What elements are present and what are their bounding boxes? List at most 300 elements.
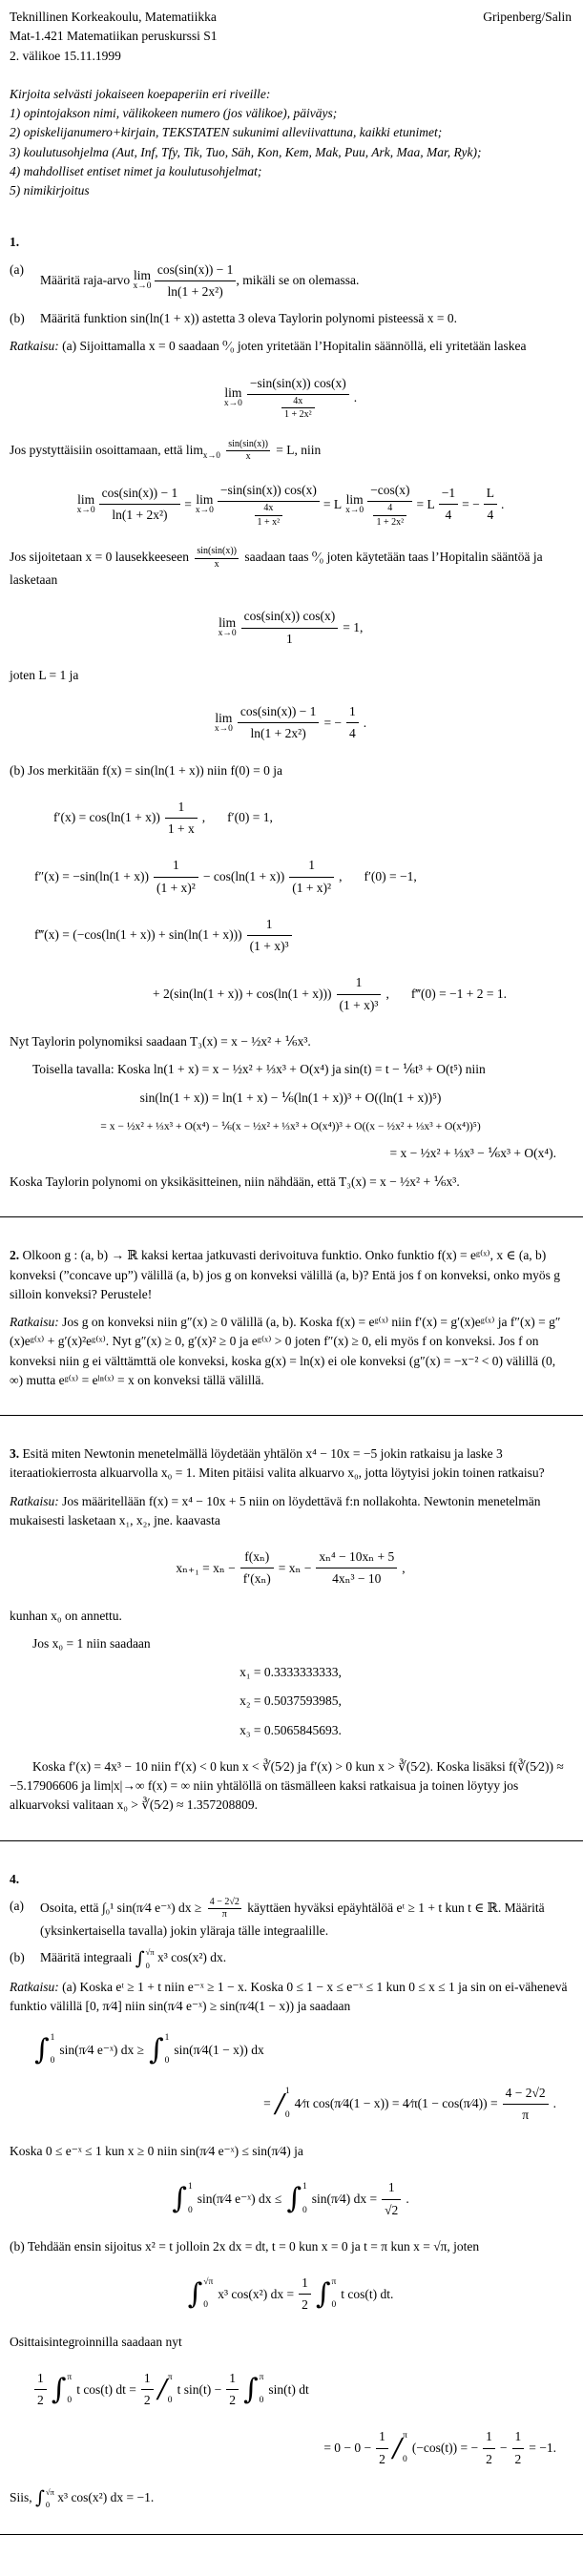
text: = −1.: [529, 2441, 556, 2456]
fraction: [155, 260, 237, 302]
integral-operator: [243, 2374, 263, 2406]
numerator: xₙ⁴ − 10xₙ + 5: [316, 1548, 397, 1568]
problem-1a-statement: [40, 260, 572, 302]
solution-4-conclusion: [10, 2488, 572, 2509]
fraction: [376, 2427, 388, 2469]
fraction: [165, 798, 198, 840]
fraction: [367, 481, 412, 529]
text: x³ cos(x²) dx.: [156, 1950, 227, 1965]
numerator: 4: [373, 503, 406, 516]
upper-limit: π: [67, 2372, 73, 2382]
solution-label: Ratkaisu:: [10, 1980, 59, 1995]
solution-3-paragraph: kunhan x₀ on annettu.: [10, 1608, 122, 1623]
integral-limits: [164, 2034, 170, 2067]
numerator: 1: [382, 2178, 401, 2199]
instruction-item: 1) opintojakson nimi, välikokeen numero (jos välikoe), päiväys;: [10, 106, 338, 120]
section-divider: [0, 1415, 583, 1416]
lower-limit: 0: [145, 1960, 150, 1970]
slash-icon: /: [157, 2375, 167, 2405]
denominator: 4xₙ³ − 10: [332, 1571, 382, 1587]
equation-taylor-line3: = x − ½x² + ⅓x³ − ⅙x³ + O(x⁴).: [389, 1145, 556, 1160]
integral-icon: ∫: [286, 2182, 302, 2216]
section-divider: [0, 2534, 583, 2535]
equation-derivative-3-cont: [10, 973, 572, 1015]
upper-limit: π: [331, 2276, 337, 2287]
text: .: [500, 496, 505, 511]
instruction-item: 2) opiskelijanumero+kirjain, TEKSTATEN sukunimi alleviivattuna, kaikki etunimet;: [10, 125, 443, 140]
text: + 2(sin(ln(1 + x)) + cos(ln(1 + x))): [153, 986, 332, 1001]
evaluation-bar: [158, 2374, 173, 2406]
text: 4⁄π cos(π⁄4(1 − x)) = 4⁄π(1 − cos(π⁄4)) =: [294, 2096, 498, 2111]
denominator: x: [245, 451, 251, 463]
equation-derivative-2: [10, 856, 572, 898]
equation-derivative-1: [10, 798, 572, 840]
numerator: −sin(sin(x)) cos(x): [247, 374, 349, 395]
solution-label: Ratkaisu:: [10, 1493, 59, 1508]
denominator: 1 + 2x²: [283, 409, 312, 421]
fraction: [141, 2369, 154, 2411]
text: sin(π⁄4 e⁻ˣ) dx ≥: [59, 2042, 145, 2057]
text: = 1,: [343, 619, 364, 634]
fraction: [439, 484, 458, 526]
fraction: [238, 702, 320, 744]
numerator: L: [484, 484, 497, 505]
numerator: cos(sin(x)) cos(x): [241, 607, 339, 628]
equation-integral-bound-line2: [10, 2084, 572, 2126]
text: − cos(ln(1 + x)): [202, 868, 285, 883]
lim-subscript: x→0: [218, 629, 237, 639]
numerator: 1: [154, 856, 198, 877]
inline-fraction: [226, 439, 270, 464]
problem-4-number: 4.: [10, 1871, 20, 1886]
limit-operator: [133, 269, 151, 292]
denominator: 1 + x²: [257, 516, 281, 528]
denominator: 1: [286, 631, 293, 646]
equals: = L: [323, 496, 343, 511]
denominator: (1 + x)²: [156, 880, 196, 895]
lim-symbol: lim: [224, 384, 242, 400]
fraction: [247, 915, 292, 957]
integral-limits: [50, 2034, 55, 2067]
text: f″(x) = −sin(ln(1 + x)): [34, 868, 149, 883]
text: Jos pystyttäisiin osoittamaan, että lim: [10, 442, 203, 457]
equals: = −: [462, 496, 480, 511]
upper-limit: 1: [302, 2182, 307, 2192]
fraction: [512, 2427, 525, 2469]
solution-label: Ratkaisu:: [10, 1315, 59, 1330]
item-label: (b): [10, 1950, 25, 1965]
integral-icon: ∫: [187, 2276, 203, 2311]
equation-lhopital-step: [10, 374, 572, 422]
integral-limits: [66, 2374, 72, 2406]
integral-icon: ∫: [149, 2032, 164, 2067]
text: = L, niin: [276, 442, 322, 457]
text: Määritä integraali: [40, 1950, 133, 1965]
institution: Teknillinen Korkeakoulu, Matematiikka: [10, 10, 217, 24]
equals: =: [184, 496, 192, 511]
document-header: [10, 8, 572, 27]
equation-final-limit: [10, 702, 572, 744]
problem-1b-statement: Määritä funktion sin(ln(1 + x)) astetta 3 oleva Taylorin polynomi pisteessä x = 0.: [40, 311, 457, 325]
item-label: (b): [10, 311, 25, 325]
integral-limits: [259, 2374, 264, 2406]
solution-2: [10, 1313, 572, 1390]
text: sin(π⁄4(1 − x)) dx: [174, 2042, 264, 2057]
section-divider: [0, 1840, 583, 1841]
text: t sin(t) −: [177, 2381, 222, 2397]
slash-icon: /: [392, 2433, 403, 2463]
numerator: cos(sin(x)) − 1: [155, 260, 237, 281]
fraction: [483, 2427, 495, 2469]
denominator: [367, 502, 412, 529]
problem-2: [10, 1246, 572, 1390]
problem-4a: [10, 1897, 572, 1941]
fraction: [316, 1548, 397, 1589]
denominator: 1 + 2x²: [376, 516, 405, 528]
text: t cos(t) dt =: [76, 2381, 136, 2397]
numerator: 1: [226, 2369, 239, 2390]
numerator: 1: [165, 798, 198, 819]
problem-4a-statement: [40, 1897, 572, 1941]
solution-3-conclusion: Koska f′(x) = 4x³ − 10 niin f′(x) < 0 kun x < ∛(5⁄2) ja f′(x) > 0 kun x > ∛(5⁄2). Koska lisäksi f(∛(5⁄2)) ≈ −5.17906606 ja lim|x|→∞ f(x) = ∞ niin yhtälöllä on täsmälleen kaksi ratkaisua ja toinen löytyy jos alkuarvoksi valitaan x₀ > ∛(5⁄2) ≈ 1.357208809.: [10, 1758, 564, 1813]
numerator: 1: [337, 973, 382, 994]
lim-subscript: x→0: [133, 281, 152, 292]
denominator: [218, 502, 320, 529]
lower-limit: 0: [203, 2300, 208, 2311]
fraction: [247, 374, 349, 422]
solution-4b-intro: (b) Tehdään ensin sijoitus x² = t jolloin 2x dx = dt, t = 0 kun x = 0 ja t = π kun x = √π, joten: [10, 2238, 480, 2254]
upper-limit: √π: [45, 2486, 54, 2497]
problem-1: [10, 233, 572, 1192]
equals: = 0 − 0 −: [323, 2441, 372, 2456]
equation-integration-by-parts-line1: [10, 2369, 572, 2411]
lower-limit: 0: [50, 2056, 55, 2067]
integral-limits: [302, 2183, 307, 2215]
lower-limit: 0: [259, 2396, 264, 2406]
denominator: 2: [229, 2393, 236, 2408]
denominator: 2: [514, 2451, 522, 2466]
text: Olkoon g : (a, b) → ℝ kaksi kertaa jatkuvasti derivoituva funktio. Onko funktio f(x) = eᵍ⁽ˣ⁾, x ∈ (a, b) konveksi (”concave up”) välillä (a, b) jos g on konveksi välillä (a, b)? Entä jos f on konveksi, onko myös g silloin konveksi? Perustele!: [10, 1248, 560, 1301]
numerator: cos(sin(x)) − 1: [238, 702, 320, 723]
upper-limit: 1: [187, 2182, 193, 2192]
text: .: [363, 715, 367, 730]
problem-1a: [10, 260, 572, 302]
examiners: Gripenberg/Salin: [483, 10, 572, 24]
lim-symbol: lim: [196, 491, 214, 507]
derivative-value: f′(0) = −1,: [364, 868, 417, 883]
lower-limit: 0: [302, 2205, 307, 2215]
instruction-item: 5) nimikirjoitus: [10, 183, 90, 197]
numerator: 1: [247, 915, 292, 936]
denominator: (1 + x)²: [292, 880, 332, 895]
instruction-item: 4) mahdolliset entiset nimet ja koulutusohjelmat;: [10, 163, 262, 178]
equation-integral-bound-line1: [10, 2034, 572, 2067]
limit-operator: [196, 493, 214, 516]
numerator: 4x: [281, 396, 315, 409]
iteration-value-1: x₁ = 0.3333333333,: [239, 1665, 342, 1680]
numerator: 4 − 2√2: [208, 1897, 241, 1910]
lower-limit: 0: [167, 2396, 173, 2406]
problem-3-statement: [10, 1444, 572, 1484]
numerator: 1: [483, 2427, 495, 2448]
problem-1b: [10, 309, 572, 328]
numerator: 1: [289, 856, 334, 877]
minus: −: [499, 2441, 508, 2456]
numerator: f(xₙ): [240, 1548, 274, 1568]
text: käyttäen hyväksi epäyhtälöä eᵗ ≥ 1 + t kun t ∈ ℝ. Määritä (yksinkertaisella tavalla) jokin yläraja tälle integraalille.: [40, 1900, 545, 1938]
denominator: ln(1 + 2x²): [112, 508, 168, 523]
text: Siis,: [10, 2489, 32, 2504]
equation-derivative-3: [10, 915, 572, 957]
denominator: 1 + x: [167, 821, 195, 836]
integral-icon: ∫: [51, 2372, 67, 2406]
equation-integration-by-parts-line2: [10, 2427, 572, 2469]
limit-operator: [77, 493, 95, 516]
fraction: [346, 702, 359, 744]
fraction: [154, 856, 198, 898]
nested-fraction: [281, 396, 315, 422]
integral-operator: [188, 2278, 214, 2311]
integral-icon: ∫: [242, 2372, 259, 2406]
inline-fraction: [208, 1897, 241, 1922]
evaluation-limits: [284, 2088, 290, 2120]
solution-1-paragraph: [10, 439, 572, 464]
denominator: ln(1 + 2x²): [167, 283, 223, 299]
equals: = L: [416, 496, 435, 511]
numerator: 1: [299, 2274, 311, 2295]
numerator: 4x: [255, 503, 283, 516]
upper-limit: 1: [284, 2087, 290, 2097]
text: Jos g on konveksi niin g″(x) ≥ 0 välillä (a, b). Koska f(x) = eᵍ⁽ˣ⁾ niin f′(x) = g′(x)eᵍ⁽ˣ⁾ ja f″(x) = g″(x)eᵍ⁽ˣ⁾ + g′(x)²eᵍ⁽ˣ⁾. Nyt g″(x) ≥ 0, g′(x)² ≥ 0 ja eᵍ⁽ˣ⁾ > 0 joten f″(x) ≥ 0, eli myös f on konveksi. Jos f on konveksi niin g ei välttämttä ole konveksi, koska g(x) = ln(x) ei ole konveksi (g″(x) = −x⁻² < 0) välillä (0, ∞) mutta eᵍ⁽ˣ⁾ = eˡⁿ⁽ˣ⁾ = x on konveksi tällä välillä.: [10, 1315, 561, 1387]
integral-operator: [52, 2374, 72, 2406]
numerator: −cos(x): [367, 481, 412, 502]
integral-operator: [149, 2034, 169, 2067]
text: saadaan taas ⁰⁄₀ joten käytetään taas l’Hopitalin sääntöä ja lasketaan: [10, 550, 543, 587]
text: Jos sijoitetaan x = 0 lausekkeeseen: [10, 550, 189, 565]
text: sin(t) dt: [268, 2381, 309, 2397]
lower-limit: 0: [331, 2300, 337, 2311]
text: Osoita, että ∫₀¹ sin(π⁄4 e⁻ˣ) dx ≥: [40, 1900, 202, 1915]
text: .: [406, 2192, 409, 2207]
limit-operator: [224, 386, 242, 409]
equation-newton-formula: [10, 1548, 572, 1589]
text: ,: [385, 986, 389, 1001]
problem-3: [10, 1444, 572, 1816]
lim-symbol: lim: [215, 710, 233, 725]
text: .: [353, 389, 358, 405]
fraction: [337, 973, 382, 1015]
evaluation-limits: [402, 2432, 407, 2464]
text: sin(π⁄4 e⁻ˣ) dx ≤: [197, 2192, 282, 2207]
problem-4b-statement: [40, 1948, 572, 1969]
lim-subscript: x→0: [223, 398, 242, 408]
solution-4-intro: [10, 1978, 572, 2017]
equals: = −: [323, 715, 343, 730]
denominator: 2: [143, 2393, 151, 2408]
upper-limit: π: [259, 2372, 264, 2382]
course-code: Mat-1.421 Matematiikan peruskurssi S1: [10, 29, 218, 44]
item-label: (a): [10, 261, 24, 277]
text: ,: [339, 868, 343, 883]
numerator: sin(sin(x)): [195, 546, 239, 559]
lower-limit: 0: [45, 2500, 51, 2510]
text: x³ cos(x²) dx =: [218, 2286, 295, 2301]
solution-1-conclusion: Koska Taylorin polynomi on yksikäsitteinen, niin nähdään, että T₃(x) = x − ½x² + ⅙x³.: [10, 1174, 460, 1190]
denominator: 4: [349, 726, 356, 741]
denominator: ln(1 + 2x²): [250, 726, 306, 741]
evaluation-bar: [276, 2088, 290, 2120]
text: sin(π⁄4) dx =: [311, 2192, 378, 2207]
fraction: [99, 484, 181, 526]
integral-operator: [286, 2183, 306, 2215]
integral-limits: [145, 1948, 155, 1969]
problem-3-number: 3.: [10, 1446, 20, 1462]
fraction: [34, 2369, 47, 2411]
numerator: 1: [346, 702, 359, 723]
problem-1-number: 1.: [10, 235, 20, 250]
iteration-value-3: x₃ = 0.5065845693.: [239, 1722, 342, 1737]
numerator: −sin(sin(x)) cos(x): [218, 481, 320, 502]
equation-taylor-line2: = x − ½x² + ⅓x³ + O(x⁴) − ⅙(x − ½x² + ⅓x³ + O(x⁴))³ + O((x − ½x² + ⅓x³ + O(x⁴))⁵): [100, 1119, 481, 1132]
text: (a) Sijoittamalla x = 0 saadaan ⁰⁄₀ joten yritetään l’Hopitalin säännöllä, eli yritetään laskea: [62, 339, 527, 354]
upper-limit: π: [167, 2372, 173, 2382]
upper-limit: 1: [164, 2032, 170, 2043]
equation-limit-chain: [10, 481, 572, 529]
integral-operator: [316, 2278, 336, 2311]
integral-operator: [172, 2183, 192, 2215]
text: f′(x) = cos(ln(1 + x)): [53, 810, 160, 825]
lower-limit: 0: [67, 2396, 73, 2406]
integral-operator: [35, 2488, 54, 2509]
text: ,: [201, 810, 206, 825]
item-label: (a): [10, 1898, 24, 1913]
lim-symbol: lim: [345, 491, 364, 507]
problem-4b: [10, 1948, 572, 1969]
numerator: 1: [376, 2427, 388, 2448]
integral-icon: ∫: [315, 2276, 331, 2311]
denominator: (1 + x)³: [339, 997, 379, 1012]
equation-upper-bound: [10, 2178, 572, 2220]
upper-limit: 1: [50, 2032, 55, 2043]
lim-subscript: x→0: [76, 505, 95, 515]
lower-limit: 0: [403, 2454, 407, 2464]
text: ,: [402, 1560, 406, 1575]
solution-3-paragraph: Jos x₀ = 1 niin saadaan: [32, 1635, 151, 1651]
problem-2-statement: [10, 1246, 572, 1304]
equation-taylor-line1: sin(ln(1 + x)) = ln(1 + x) − ⅙(ln(1 + x))³ + O((ln(1 + x))⁵): [139, 1091, 442, 1106]
denominator: π: [522, 2107, 530, 2122]
slash-icon: /: [275, 2088, 284, 2119]
solution-label: Ratkaisu:: [10, 339, 59, 354]
text: Esitä miten Newtonin menetelmällä löydetään yhtälön x⁴ − 10x = −5 jokin ratkaisu ja laske 3 iteraatiokierrosta alkuarvolla x₀ = 1. Miten pitäisi valita alkuarvo x₀, jotta löytyisi jokin toinen ratkaisu?: [10, 1446, 545, 1481]
fraction: [289, 856, 334, 898]
text: Määritä raja-arvo: [40, 272, 131, 287]
solution-1-paragraph: Toisella tavalla: Koska ln(1 + x) = x − ½x² + ⅓x³ + O(x⁴) ja sin(t) = t − ⅙t³ + O(t⁵) niin: [32, 1062, 486, 1076]
denominator: 2: [486, 2451, 492, 2466]
fraction: [240, 1548, 274, 1589]
solution-1-paragraph: [10, 546, 572, 590]
nested-fraction: [373, 503, 406, 529]
fraction: [218, 481, 320, 529]
integral-limits: [45, 2488, 54, 2509]
exam-title: 2. välikoe 15.11.1999: [10, 48, 121, 63]
section-divider: [0, 1216, 583, 1217]
lower-limit: 0: [187, 2205, 193, 2215]
solution-1-paragraph: joten L = 1 ja: [10, 667, 79, 682]
integral-limits: [330, 2278, 336, 2311]
solution-1-intro: [10, 337, 572, 356]
integral-operator: [135, 1948, 155, 1969]
fraction: [241, 607, 339, 649]
numerator: −1: [439, 484, 458, 505]
denominator: √2: [385, 2202, 399, 2217]
limit-operator: [345, 493, 364, 516]
denominator: π: [221, 1909, 227, 1921]
text: (−cos(t)) = −: [411, 2441, 479, 2456]
solution-1-paragraph: Nyt Taylorin polynomiksi saadaan T₃(x) = x − ½x² + ⅙x³.: [10, 1033, 311, 1049]
fraction: [503, 2084, 549, 2126]
limit-operator: [219, 616, 237, 639]
numerator: 1: [141, 2369, 154, 2390]
solution-4-paragraph: Osittaisintegroinnilla saadaan nyt: [10, 2334, 182, 2349]
fraction: [382, 2178, 401, 2220]
upper-limit: √π: [145, 1947, 155, 1958]
lim-symbol: lim: [133, 268, 151, 283]
integral-icon: ∫: [172, 2182, 187, 2216]
integral-limits: [202, 2278, 213, 2311]
upper-limit: √π: [203, 2276, 214, 2287]
lim-subscript: x→0: [202, 449, 220, 460]
fraction: [484, 484, 497, 526]
fraction: [299, 2274, 311, 2316]
instructions-intro: Kirjoita selvästi jokaiseen koepaperiin eri riveille:: [10, 86, 271, 101]
text: Jos määritellään f(x) = x⁴ − 10x + 5 niin on löydettävä f:n nollakohta. Newtonin menetelmän mukaisesti lasketaan x₁, x₂, jne. kaavasta: [10, 1493, 541, 1527]
denominator: x: [214, 558, 219, 570]
inline-fraction: [195, 546, 239, 571]
denominator: 4: [487, 508, 494, 523]
denominator: 4: [445, 508, 452, 523]
text: x³ cos(x²) dx = −1.: [57, 2489, 155, 2504]
lower-limit: 0: [164, 2056, 170, 2067]
lim-subscript: x→0: [345, 505, 364, 515]
solution-3-intro: [10, 1492, 572, 1531]
numerator: cos(sin(x)) − 1: [99, 484, 181, 505]
text: .: [552, 2096, 556, 2111]
denominator: [247, 395, 349, 422]
lim-symbol: lim: [219, 614, 237, 630]
fraction: [226, 2369, 239, 2411]
integral-icon: ∫: [35, 2487, 45, 2509]
integral-icon: ∫: [135, 1947, 145, 1969]
denominator: (1 + x)³: [249, 939, 289, 953]
text: t cos(t) dt.: [341, 2286, 394, 2301]
equals: = xₙ −: [278, 1560, 312, 1575]
denominator: 2: [302, 2297, 308, 2313]
limit-operator: [215, 712, 233, 735]
upper-limit: π: [403, 2431, 407, 2441]
instruction-item: 3) koulutusohjelma (Aut, Inf, Tfy, Tik, Tuo, Säh, Kon, Kem, Mak, Puu, Ark, Maa, Mar, Ryk);: [10, 144, 482, 159]
nested-fraction: [255, 503, 283, 529]
denominator: 2: [379, 2451, 385, 2466]
iteration-value-2: x₂ = 0.5037593985,: [239, 1693, 342, 1709]
solution-1b-intro: (b) Jos merkitään f(x) = sin(ln(1 + x)) niin f(0) = 0 ja: [10, 762, 283, 778]
numerator: 4 − 2√2: [503, 2084, 549, 2105]
equation-lhopital-second: [10, 607, 572, 649]
text: (a) Koska eᵗ ≥ 1 + t niin e⁻ˣ ≥ 1 − x. Koska 0 ≤ 1 − x ≤ e⁻ˣ ≤ 1 kun 0 ≤ x ≤ 1 ja sin on ei-vähenevä funktio välillä [0, π⁄4] niin sin(π⁄4 e⁻ˣ) ≥ sin(π⁄4(1 − x)) ja saadaan: [10, 1980, 568, 2014]
derivative-value: f′(0) = 1,: [227, 810, 273, 825]
lim-subscript: x→0: [195, 505, 214, 515]
lim-symbol: lim: [77, 491, 95, 507]
